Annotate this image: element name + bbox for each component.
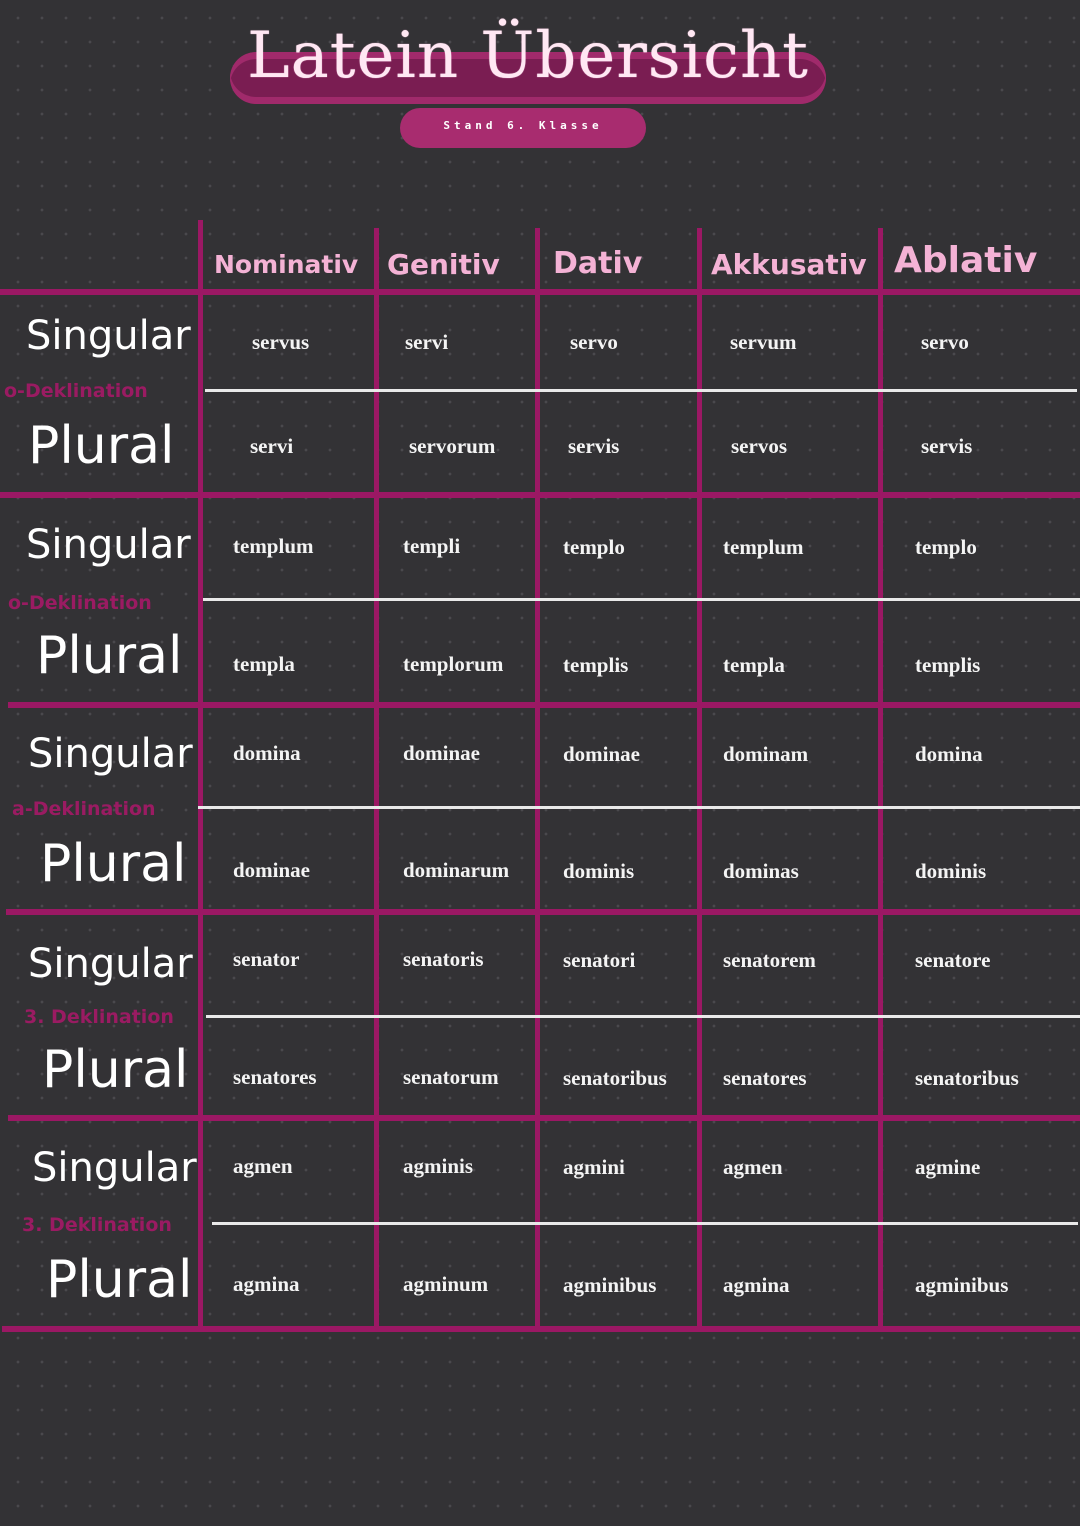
header-genitiv: Genitiv <box>387 248 500 281</box>
header-akkusativ: Akkusativ <box>711 248 867 281</box>
grid-vline <box>374 228 379 1330</box>
grid-hline <box>8 1115 1080 1121</box>
cell-dativ-singular: dominae <box>563 742 641 766</box>
cell-ablativ-singular: templo <box>915 535 977 559</box>
declension-label: 3. Deklination <box>24 1006 174 1028</box>
declension-label: o-Deklination <box>8 592 152 614</box>
row-label-plural: Plural <box>40 834 187 894</box>
cell-nominativ-plural: templa <box>233 652 295 676</box>
cell-akkusativ-plural: templa <box>723 653 785 677</box>
cell-akkusativ-singular: dominam <box>723 742 809 766</box>
row-label-singular: Singular <box>28 941 193 987</box>
grid-hline <box>0 289 1080 295</box>
title-banner <box>230 8 826 104</box>
cell-genitiv-plural: servorum <box>409 434 496 458</box>
cell-ablativ-singular: senatore <box>915 948 991 972</box>
grid-hline <box>8 702 1080 708</box>
grid-hline <box>2 1326 1080 1332</box>
cell-nominativ-plural: agmina <box>233 1272 300 1296</box>
row-label-singular: Singular <box>26 313 191 359</box>
cell-dativ-plural: dominis <box>563 859 635 883</box>
row-label-singular: Singular <box>32 1145 197 1191</box>
subtitle: Stand 6. Klasse <box>443 119 603 132</box>
grid-vline <box>697 228 702 1330</box>
cell-nominativ-plural: servi <box>250 434 294 458</box>
cell-ablativ-singular: servo <box>921 330 969 354</box>
grid-hline <box>6 909 1080 915</box>
cell-ablativ-singular: agmine <box>915 1155 981 1179</box>
cell-dativ-plural: senatoribus <box>563 1066 667 1090</box>
declension-label: a-Deklination <box>12 798 156 820</box>
cell-dativ-singular: agmini <box>563 1155 625 1179</box>
cell-akkusativ-singular: senatorem <box>723 948 816 972</box>
cell-ablativ-plural: agminibus <box>915 1273 1009 1297</box>
row-label-singular: Singular <box>28 731 193 777</box>
row-divider <box>205 389 1077 392</box>
subtitle-badge <box>400 108 646 148</box>
row-label-plural: Plural <box>46 1250 193 1310</box>
cell-ablativ-plural: senatoribus <box>915 1066 1019 1090</box>
cell-genitiv-singular: agminis <box>403 1154 474 1178</box>
header-nominativ: Nominativ <box>214 250 359 279</box>
cell-akkusativ-singular: agmen <box>723 1155 783 1179</box>
row-divider <box>198 806 1080 809</box>
grid-hline <box>0 492 1080 498</box>
cell-dativ-plural: templis <box>563 653 629 677</box>
cell-dativ-singular: senatori <box>563 948 636 972</box>
header-dativ: Dativ <box>553 246 643 281</box>
declension-label: 3. Deklination <box>22 1214 172 1236</box>
cell-genitiv-singular: dominae <box>403 741 481 765</box>
row-label-plural: Plural <box>42 1040 189 1100</box>
row-label-plural: Plural <box>28 416 175 476</box>
grid-vline <box>535 228 540 1330</box>
cell-genitiv-plural: templorum <box>403 652 504 676</box>
cell-akkusativ-plural: dominas <box>723 859 799 883</box>
row-label-singular: Singular <box>26 522 191 568</box>
cell-ablativ-plural: dominis <box>915 859 987 883</box>
cell-nominativ-singular: servus <box>252 330 310 354</box>
cell-dativ-singular: templo <box>563 535 625 559</box>
row-divider <box>212 1222 1078 1225</box>
cell-dativ-plural: agminibus <box>563 1273 657 1297</box>
cell-nominativ-plural: dominae <box>233 858 311 882</box>
page-title: Latein Übersicht <box>247 19 809 93</box>
cell-genitiv-singular: templi <box>403 534 461 558</box>
row-divider <box>203 598 1080 601</box>
cell-genitiv-singular: servi <box>405 330 449 354</box>
cell-dativ-singular: servo <box>570 330 618 354</box>
cell-akkusativ-singular: templum <box>723 535 804 559</box>
row-label-plural: Plural <box>36 626 183 686</box>
grid-vline <box>878 228 883 1330</box>
cell-ablativ-plural: servis <box>921 434 973 458</box>
cell-dativ-plural: servis <box>568 434 620 458</box>
cell-akkusativ-plural: servos <box>731 434 787 458</box>
cell-ablativ-singular: domina <box>915 742 983 766</box>
declension-label: o-Deklination <box>4 380 148 402</box>
cell-nominativ-plural: senatores <box>233 1065 317 1089</box>
cell-nominativ-singular: domina <box>233 741 301 765</box>
cell-ablativ-plural: templis <box>915 653 981 677</box>
cell-genitiv-plural: dominarum <box>403 858 510 882</box>
cell-genitiv-plural: senatorum <box>403 1065 499 1089</box>
cell-akkusativ-plural: senatores <box>723 1066 807 1090</box>
cell-nominativ-singular: agmen <box>233 1154 293 1178</box>
header-ablativ: Ablativ <box>894 240 1038 281</box>
cell-nominativ-singular: templum <box>233 534 314 558</box>
cell-akkusativ-singular: servum <box>730 330 797 354</box>
cell-nominativ-singular: senator <box>233 947 300 971</box>
cell-akkusativ-plural: agmina <box>723 1273 790 1297</box>
row-divider <box>206 1015 1080 1018</box>
cell-genitiv-plural: agminum <box>403 1272 489 1296</box>
grid-vline <box>198 220 203 1330</box>
cell-genitiv-singular: senatoris <box>403 947 484 971</box>
